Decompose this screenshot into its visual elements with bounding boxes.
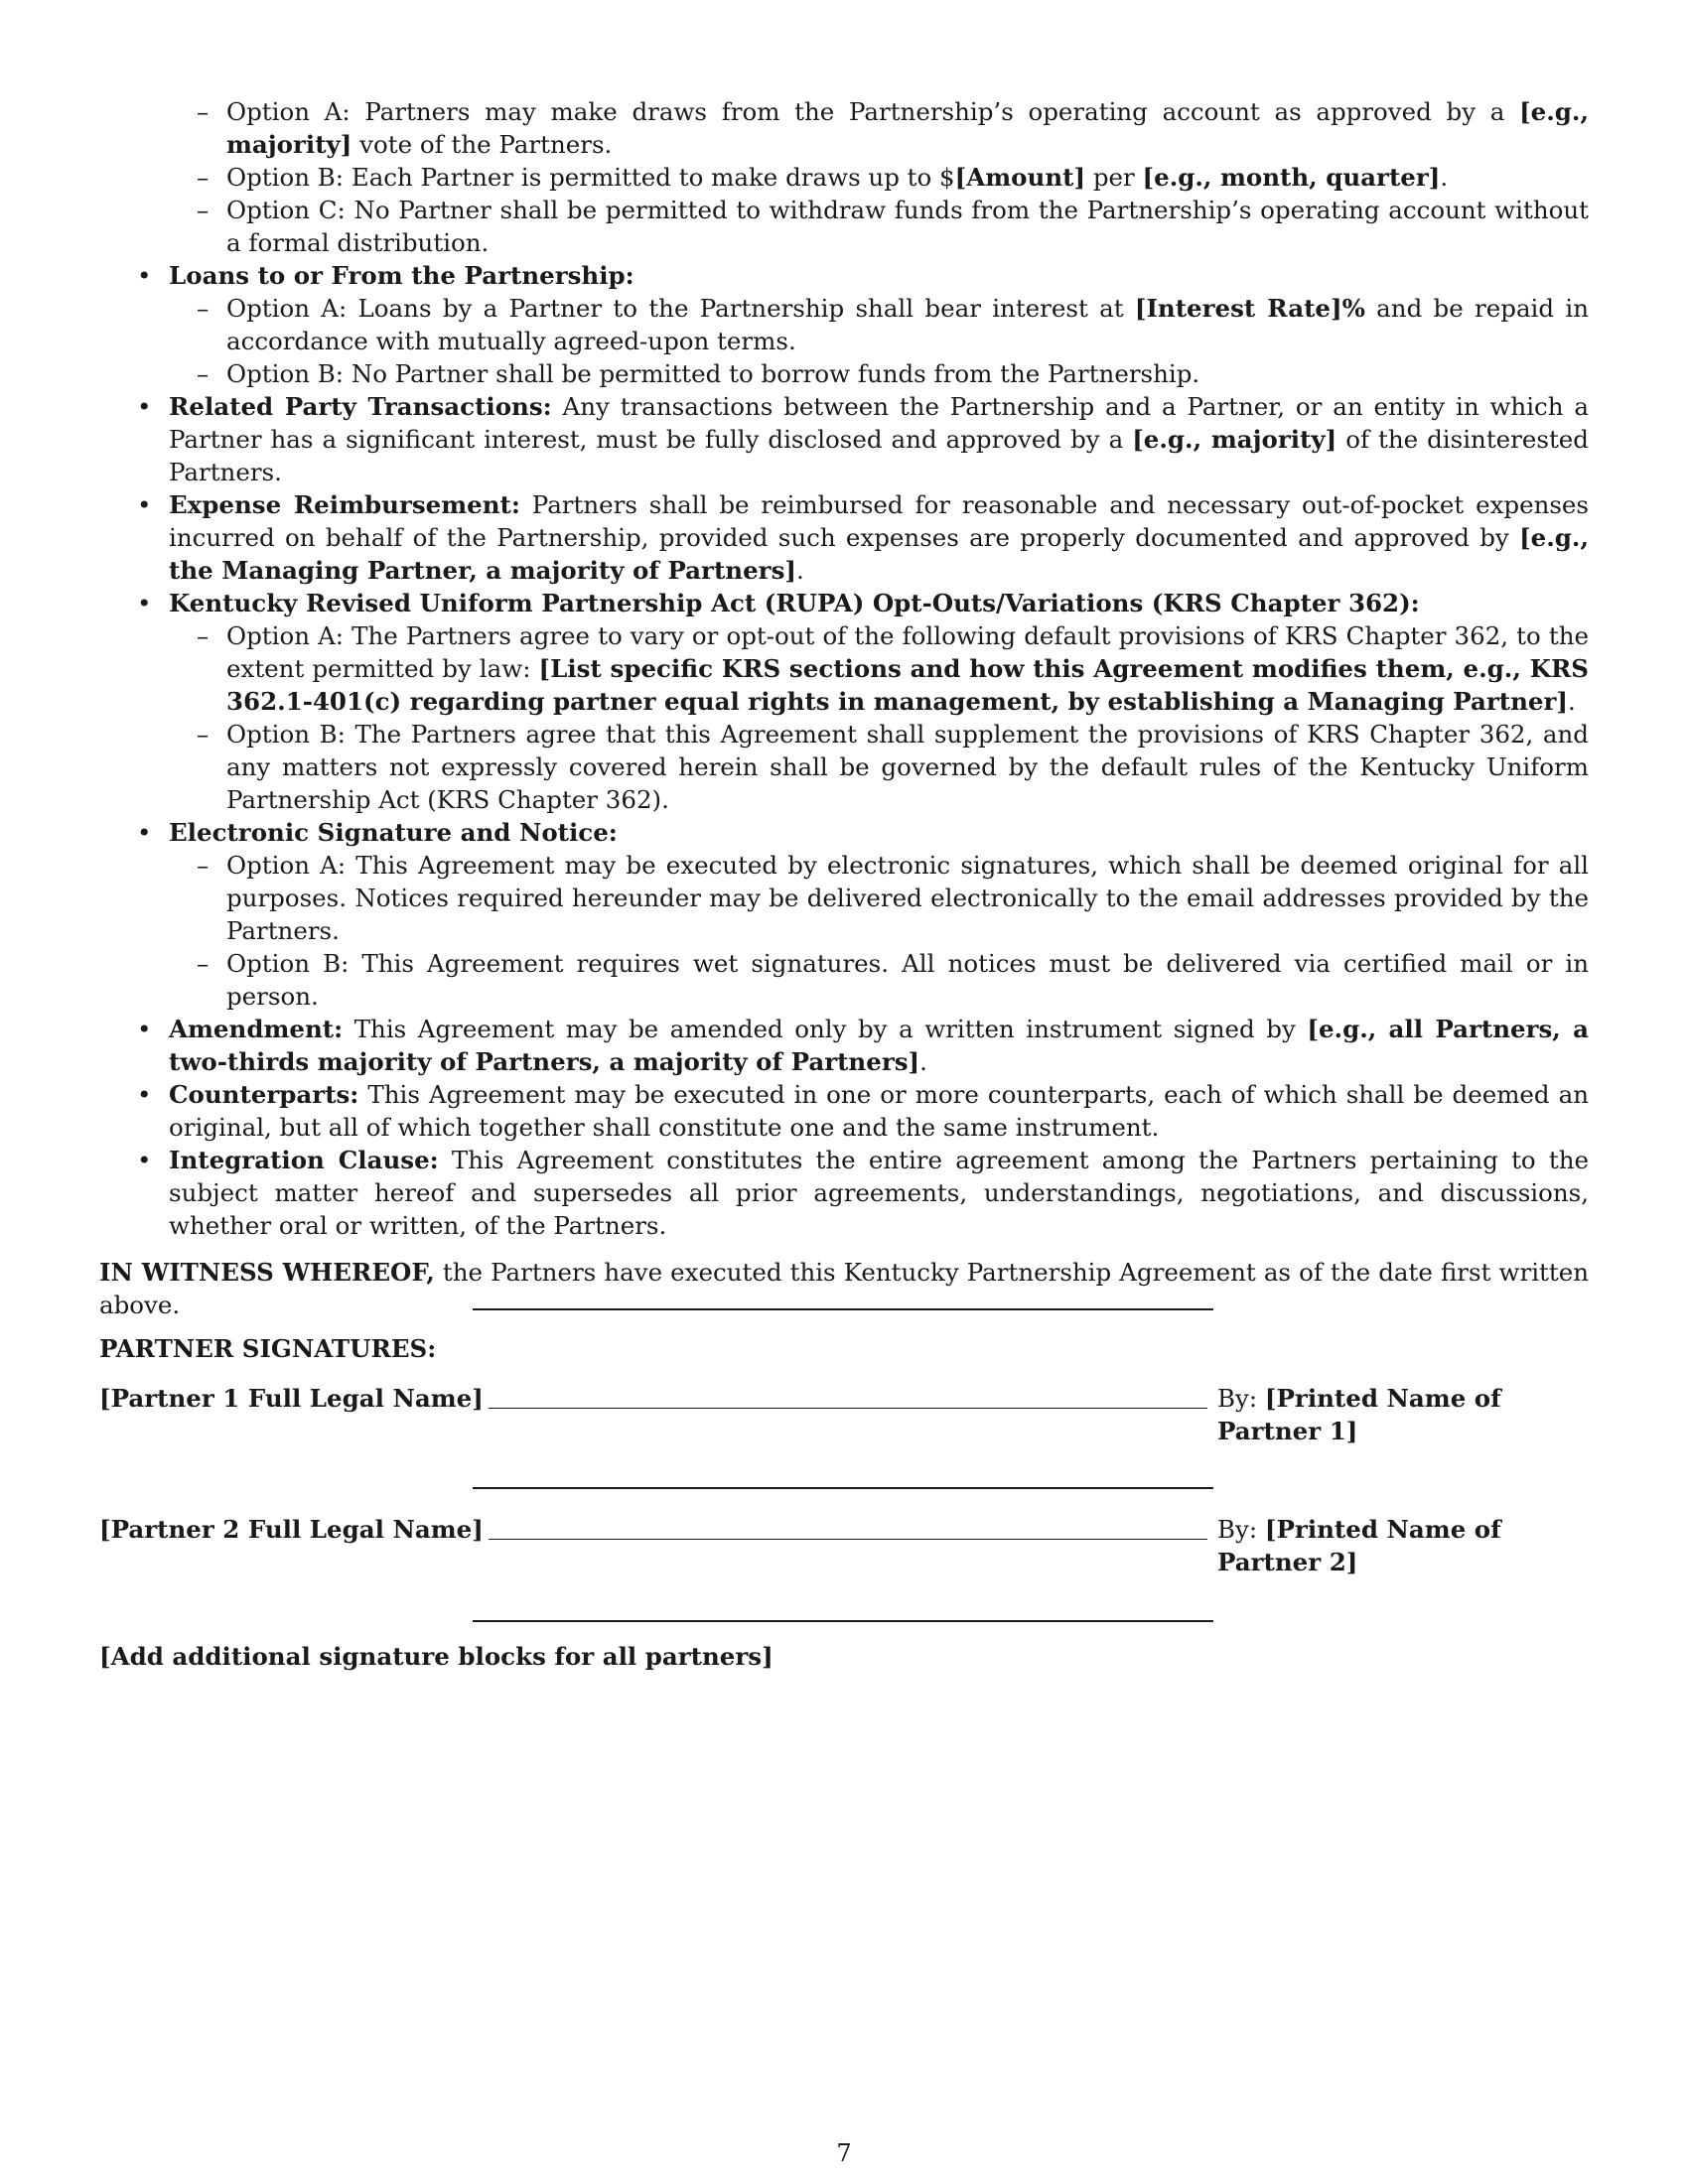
signature-rule-1: [473, 1308, 1213, 1310]
signature-rule-2: [473, 1487, 1213, 1489]
provisions-list: [99, 259, 1589, 1242]
page-number: 7: [836, 2139, 852, 2167]
draw-options-list: [99, 95, 1589, 259]
draw-option-b: – Option B: Each Partner is permitted to make draws up to $[Amount] per [e.g., month, quarter].: [99, 161, 1589, 194]
partner-1-name: [Partner 1 Full Legal Name]: [99, 1384, 484, 1413]
amendment-item: • Amendment: This Agreement may be amended only by a written instrument signed by [e.g., all Partners, a two-thirds majority of Partners, a majority of Partners].: [99, 1013, 1589, 1078]
expense-item: • Expense Reimbursement: Partners shall be reimbursed for reasonable and necessary out-of-pocket expenses incurred on behalf of the Partnership, provided such expenses are properly documented and approved by [e.g., the Managing Partner, a majority of Partners].: [99, 488, 1589, 587]
draw-option-c: – Option C: No Partner shall be permitted to withdraw funds from the Partnership’s operating account without a formal distribution.: [99, 194, 1589, 259]
partner-1-signature-line[interactable]: [489, 1408, 1207, 1409]
partner-1-printed-name: By: [Printed Name of Partner 1]: [1217, 1384, 1501, 1445]
related-party-item: • Related Party Transactions: Any transactions between the Partnership and a Partner, or an entity in which a Partner has a significant interest, must be fully disclosed and approved by a [e.g., majority] of the disinterested Partners.: [99, 390, 1589, 488]
esign-item: • Electronic Signature and Notice: – Option A: This Agreement may be executed by electronic signatures, which shall be deemed original for all purposes. Notices required hereunder may be delivered electronically to the email addresses provided by the Partners. – Option B: This Agreement requires wet signatures. All notices must be delivered via certified mail or in person.: [99, 816, 1589, 1013]
additional-signature-blocks-note: [Add additional signature blocks for all partners]: [99, 1642, 774, 1671]
counterparts-item: • Counterparts: This Agreement may be executed in one or more counterparts, each of which shall be deemed an original, but all of which together shall constitute one and the same instrument.: [99, 1078, 1589, 1144]
draw-option-a: – Option A: Partners may make draws from the Partnership’s operating account as approved by a [e.g., majority] vote of the Partners.: [99, 95, 1589, 161]
partner-2-signature-line[interactable]: [489, 1539, 1207, 1540]
loans-option-b: – Option B: No Partner shall be permitted to borrow funds from the Partnership.: [169, 357, 1589, 390]
partner-2-printed-name: By: [Printed Name of Partner 2]: [1217, 1515, 1501, 1576]
rupa-item: • Kentucky Revised Uniform Partnership Act (RUPA) Opt-Outs/Variations (KRS Chapter 362): – Option A: The Partners agree to vary or opt-out of the following default provisions of KRS Chapter 362, to the extent permitted by law: [List specific KRS sections and how this Agreement modifies them, e.g., KRS 362.1-401(c) regarding partner equal rights in management, by establishing a Managing Partner]. – Option B: The Partners agree that this Agreement shall supplement the provisions of KRS Chapter 362, and any matters not expressly covered herein shall be governed by the default rules of the Kentucky Uniform Partnership Act (KRS Chapter 362).: [99, 587, 1589, 816]
partner-2-name: [Partner 2 Full Legal Name]: [99, 1515, 484, 1544]
partner-signatures-heading: PARTNER SIGNATURES:: [99, 1334, 437, 1363]
signature-rule-3: [473, 1620, 1213, 1622]
integration-item: • Integration Clause: This Agreement constitutes the entire agreement among the Partners pertaining to the subject matter hereof and supersedes all prior agreements, understandings, negotiations, and discussions, whether oral or written, of the Partners.: [99, 1144, 1589, 1242]
document-body: [99, 95, 1589, 1346]
esign-option-b: – Option B: This Agreement requires wet signatures. All notices must be delivered via certified mail or in person.: [169, 947, 1589, 1013]
rupa-option-a: – Option A: The Partners agree to vary or opt-out of the following default provisions of KRS Chapter 362, to the extent permitted by law: [List specific KRS sections and how this Agreement modifies them, e.g., KRS 362.1-401(c) regarding partner equal rights in management, by establishing a Managing Partner].: [169, 619, 1589, 718]
loans-item: • Loans to or From the Partnership: – Option A: Loans by a Partner to the Partnership shall bear interest at [Interest Rate]% and be repaid in accordance with mutually agreed-upon terms. – Option B: No Partner shall be permitted to borrow funds from the Partnership.: [99, 259, 1589, 390]
witness-paragraph: IN WITNESS WHEREOF, the Partners have executed this Kentucky Partnership Agreement as of the date first written above.: [99, 1258, 1589, 1319]
loans-option-a: – Option A: Loans by a Partner to the Partnership shall bear interest at [Interest Rate]% and be repaid in accordance with mutually agreed-upon terms.: [169, 292, 1589, 357]
rupa-option-b: – Option B: The Partners agree that this Agreement shall supplement the provisions of KRS Chapter 362, and any matters not expressly covered herein shall be governed by the default rules of the Kentucky Uniform Partnership Act (KRS Chapter 362).: [169, 718, 1589, 816]
esign-option-a: – Option A: This Agreement may be executed by electronic signatures, which shall be deemed original for all purposes. Notices required hereunder may be delivered electronically to the email addresses provided by the Partners.: [169, 849, 1589, 947]
